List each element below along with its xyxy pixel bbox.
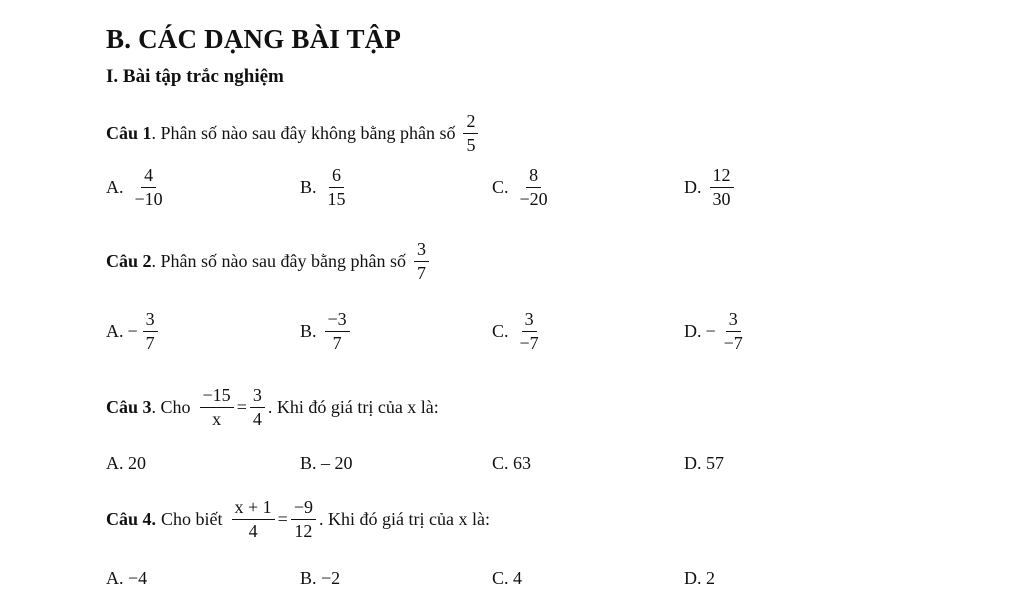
question-2-fraction xyxy=(414,240,429,283)
question-4-label: Câu 4. xyxy=(106,508,157,529)
question-3-suffix: . Khi đó giá trị của x là: xyxy=(267,396,439,417)
question-3-label: Câu 3 xyxy=(106,396,152,417)
q2-option-a[interactable] xyxy=(106,310,161,353)
question-3-fraction-right xyxy=(250,386,265,429)
fraction-denominator: 5 xyxy=(466,134,476,155)
question-2-text: . Phân số nào sau đây bằng phân số xyxy=(151,250,406,271)
question-1 xyxy=(106,112,481,155)
option-letter: A. xyxy=(106,176,124,197)
q2-option-b[interactable] xyxy=(300,310,353,353)
q3-option-d[interactable]: D. 57 xyxy=(684,453,724,473)
fraction-denominator: 30 xyxy=(712,188,731,209)
q2-option-c[interactable] xyxy=(492,310,545,353)
option-letter: B. xyxy=(300,176,317,197)
option-letter: D. xyxy=(684,320,702,341)
fraction-denominator: 7 xyxy=(145,332,155,353)
fraction-denominator: 7 xyxy=(416,262,426,283)
option-fraction xyxy=(517,166,551,209)
option-fraction xyxy=(517,310,542,353)
option-fraction xyxy=(143,310,158,353)
fraction-numerator: 3 xyxy=(250,386,265,408)
question-1-text: . Phân số nào sau đây không bằng phân số xyxy=(151,122,456,143)
q4-option-a[interactable]: A. −4 xyxy=(106,568,148,588)
fraction-denominator: 7 xyxy=(332,332,342,353)
section-heading: B. CÁC DẠNG BÀI TẬP xyxy=(106,24,402,54)
fraction-numerator: 3 xyxy=(143,310,158,332)
question-4-prefix: Cho biết xyxy=(161,508,223,529)
q4-option-b[interactable]: B. −2 xyxy=(300,568,341,588)
option-fraction xyxy=(710,166,734,209)
fraction-numerator: 8 xyxy=(526,166,541,188)
fraction-numerator: 12 xyxy=(710,166,734,188)
fraction-denominator: −20 xyxy=(519,188,548,209)
section-subheading: I. Bài tập trắc nghiệm xyxy=(106,66,284,87)
fraction-numerator: x + 1 xyxy=(232,498,275,520)
option-fraction xyxy=(325,166,349,209)
option-letter: C. xyxy=(492,320,509,341)
fraction-numerator: 3 xyxy=(414,240,429,262)
question-4-fraction-right xyxy=(291,498,316,541)
question-4 xyxy=(106,498,490,541)
equals-sign: = xyxy=(277,508,288,529)
q3-option-c[interactable]: C. 63 xyxy=(492,453,532,473)
fraction-denominator: −7 xyxy=(519,332,539,353)
q3-option-b[interactable]: B. – 20 xyxy=(300,453,353,473)
option-letter: C. xyxy=(492,176,509,197)
fraction-denominator: 12 xyxy=(294,520,313,541)
question-2 xyxy=(106,240,432,283)
fraction-numerator: −15 xyxy=(200,386,234,408)
q1-option-c[interactable] xyxy=(492,166,554,209)
question-3 xyxy=(106,386,439,429)
fraction-numerator: 2 xyxy=(463,112,478,134)
fraction-numerator: 3 xyxy=(726,310,741,332)
q1-option-b[interactable] xyxy=(300,166,352,209)
fraction-numerator: 6 xyxy=(329,166,344,188)
option-sign: − xyxy=(705,320,716,341)
fraction-denominator: 15 xyxy=(327,188,346,209)
option-sign: − xyxy=(127,320,138,341)
equals-sign: = xyxy=(236,396,247,417)
fraction-denominator: x xyxy=(212,408,222,429)
question-3-fraction-left xyxy=(200,386,234,429)
question-4-suffix: . Khi đó giá trị của x là: xyxy=(318,508,490,529)
q3-option-a[interactable]: A. 20 xyxy=(106,453,146,473)
option-fraction xyxy=(325,310,350,353)
fraction-denominator: −7 xyxy=(723,332,743,353)
option-fraction xyxy=(132,166,166,209)
fraction-numerator: 4 xyxy=(141,166,156,188)
fraction-numerator: 3 xyxy=(522,310,537,332)
option-letter: D. xyxy=(684,176,702,197)
question-3-prefix: . Cho xyxy=(151,396,191,417)
fraction-denominator: 4 xyxy=(248,520,258,541)
question-2-label: Câu 2 xyxy=(106,250,152,271)
q2-option-d[interactable] xyxy=(684,310,749,353)
option-letter: A. xyxy=(106,320,124,341)
option-letter: B. xyxy=(300,320,317,341)
fraction-numerator: −3 xyxy=(325,310,350,332)
question-4-fraction-left xyxy=(232,498,275,541)
fraction-numerator: −9 xyxy=(291,498,316,520)
q4-option-d[interactable]: D. 2 xyxy=(684,568,715,588)
q4-option-c[interactable]: C. 4 xyxy=(492,568,523,588)
fraction-denominator: −10 xyxy=(134,188,163,209)
option-fraction xyxy=(721,310,746,353)
fraction-denominator: 4 xyxy=(252,408,262,429)
q1-option-d[interactable] xyxy=(684,166,737,209)
question-1-label: Câu 1 xyxy=(106,122,152,143)
question-1-fraction xyxy=(463,112,478,155)
q1-option-a[interactable] xyxy=(106,166,169,209)
